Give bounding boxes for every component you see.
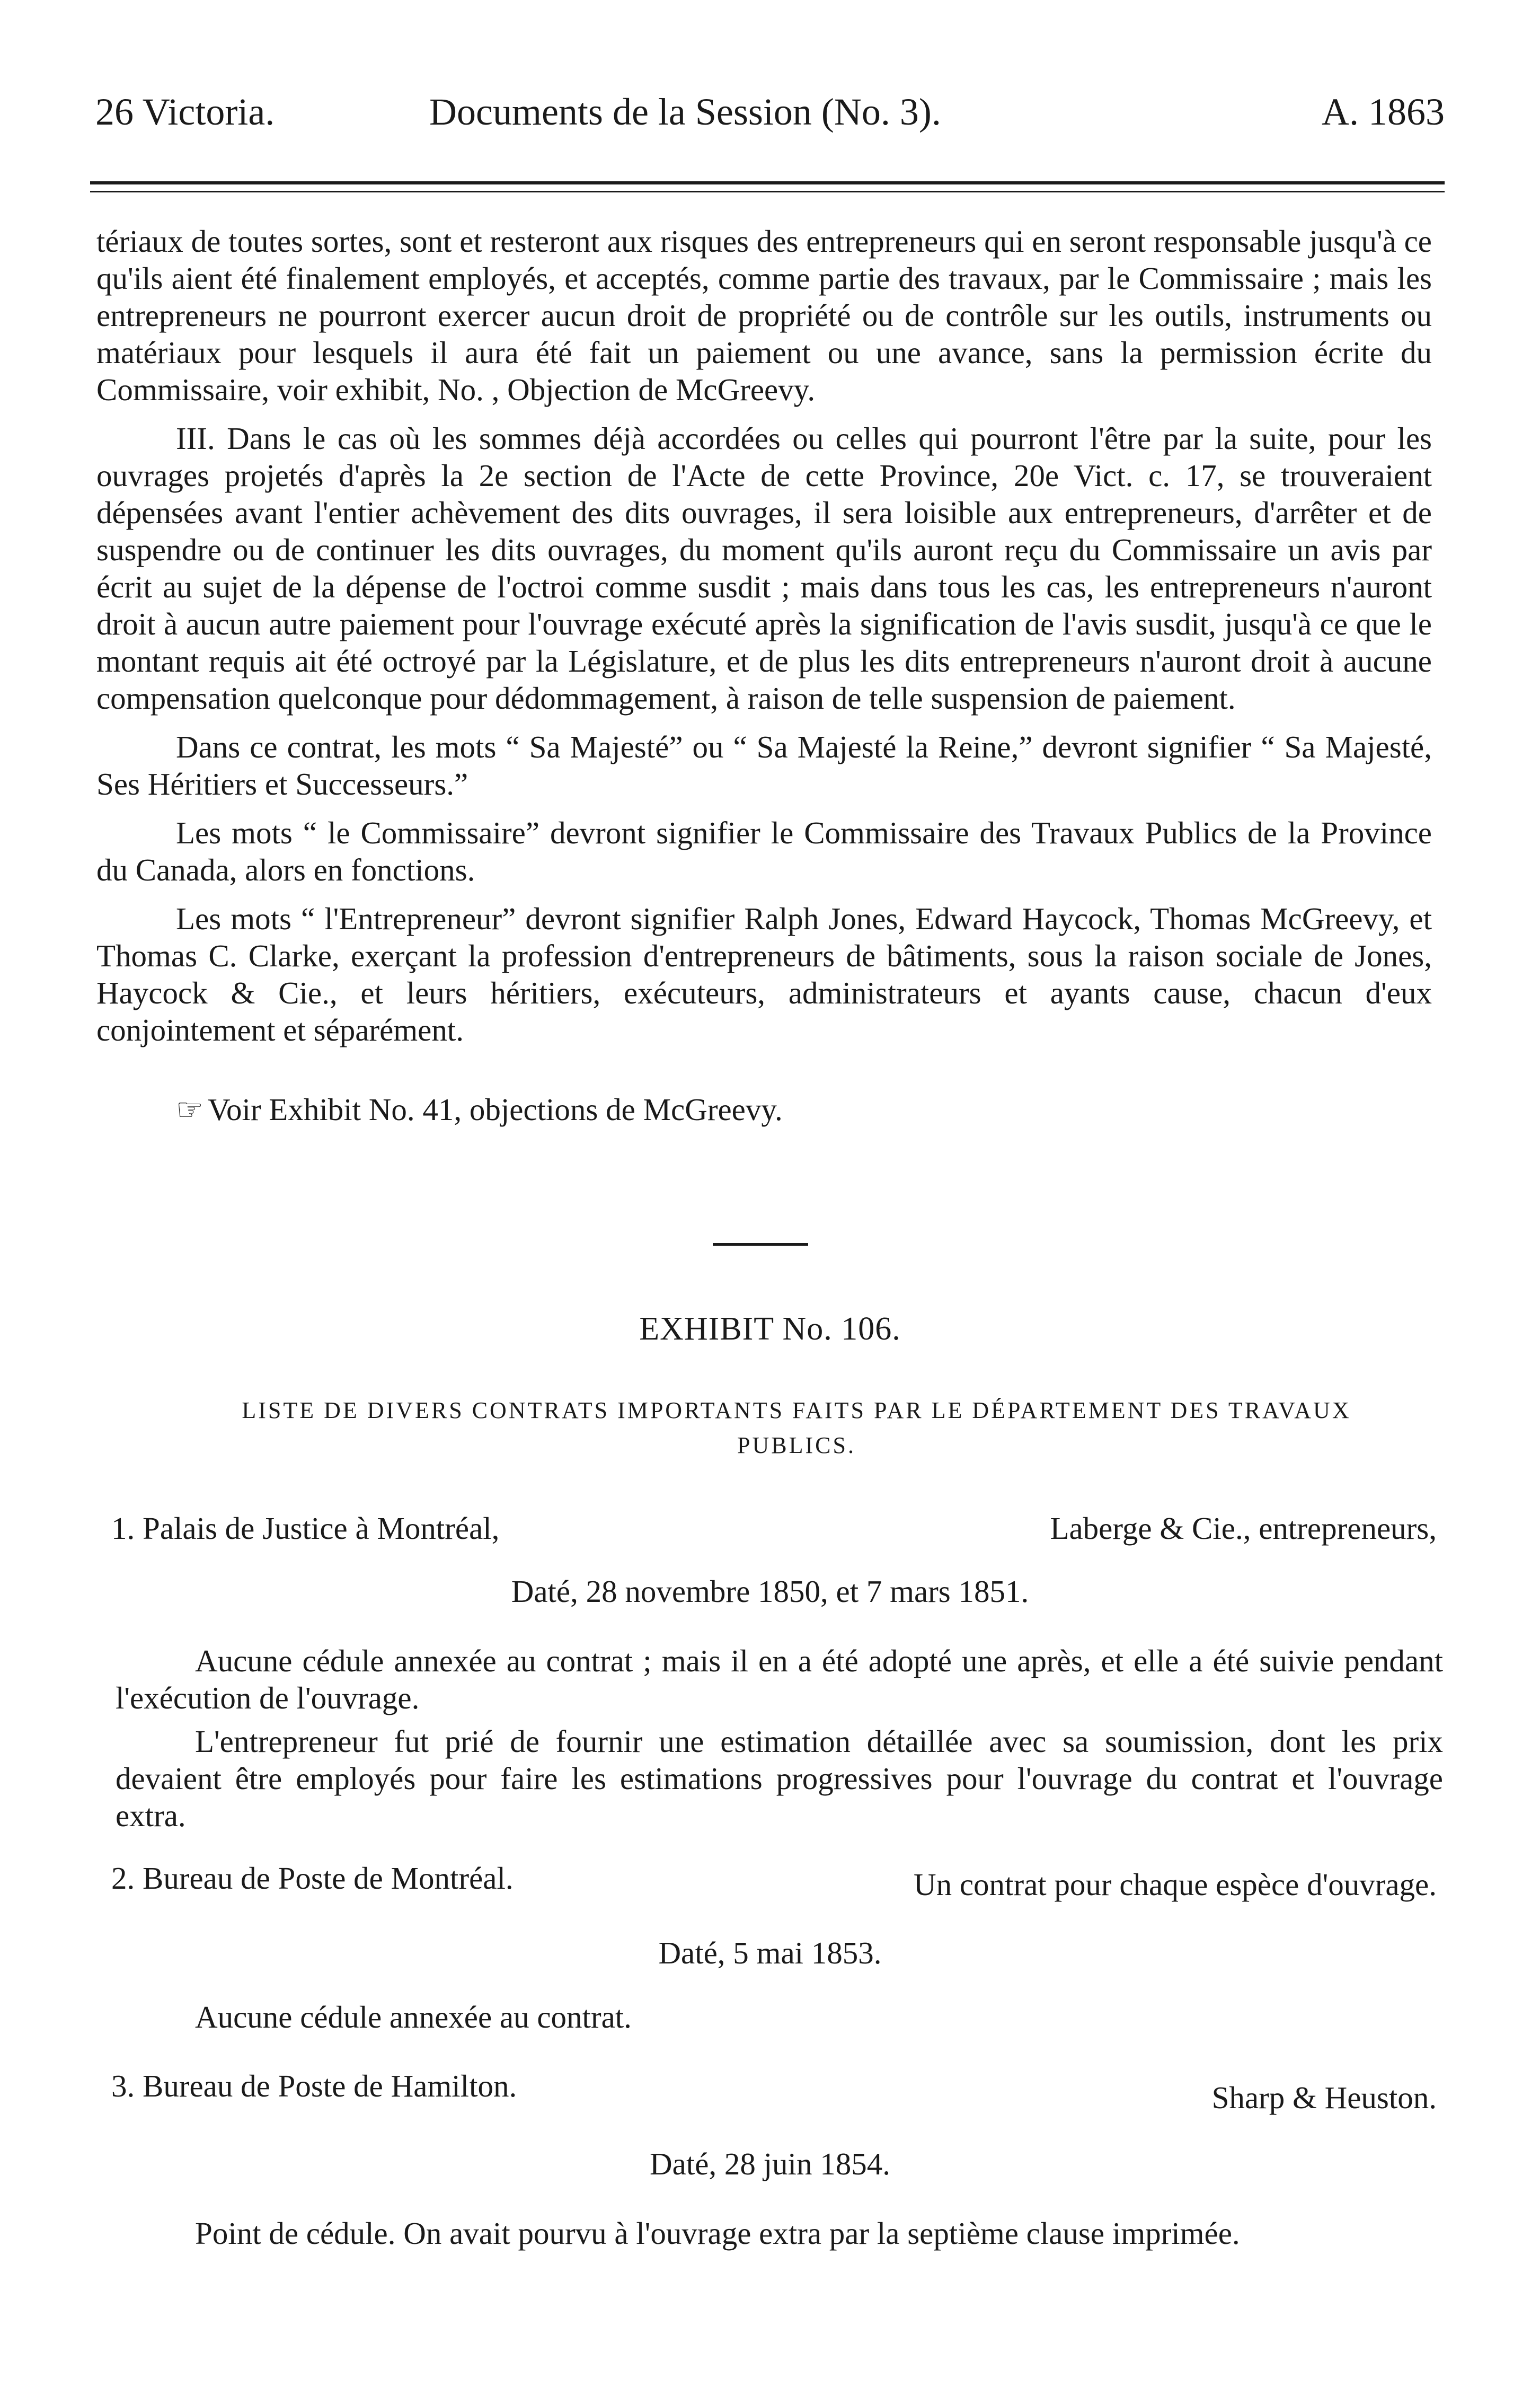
- paragraph: Les mots “ l'Entrepreneur” devront signifier Ralph Jones, Edward Haycock, Thomas McGreevy, et Thomas C. Clarke, exerçant la profession d'entrepreneurs de bâtiments, sous la raison sociale de Jones, Haycock & Cie., et leurs héritiers, exécuteurs, administrateurs et ayants cause, chacun d'eux conjointement et séparément.: [96, 901, 1432, 1047]
- paragraph: Les mots “ le Commissaire” devront signifier le Commissaire des Travaux Publics de la Province du Canada, alors en fonctions.: [96, 815, 1432, 887]
- body-text: [96, 223, 1432, 1129]
- header-rule-top: [90, 181, 1445, 184]
- contract-entry: [111, 2067, 1437, 2115]
- section-divider: [713, 1243, 808, 1246]
- contract-date: Daté, 5 mai 1853.: [658, 1935, 882, 1970]
- contract-notes: [116, 2215, 1443, 2252]
- contract-entry: [111, 1860, 1437, 1902]
- contract-name: 1. Palais de Justice à Montréal,: [111, 1511, 500, 1546]
- contract-date: Daté, 28 novembre 1850, et 7 mars 1851.: [511, 1574, 1029, 1609]
- contract-entry: [111, 1510, 1437, 1547]
- contractor-name: Laberge & Cie., entrepreneurs,: [1050, 1511, 1437, 1546]
- contract-name: 3. Bureau de Poste de Hamilton.: [111, 2068, 517, 2103]
- paragraph: III. Dans le cas où les sommes déjà accordées ou celles qui pourront l'être par la suite, pour les ouvrages projetés d'après la 2e section de l'Acte de cette Province, 20e Vict. c. 17, se trouveraient dépensées avant l'entier achèvement des dits ouvrages, il sera loisible aux entrepreneurs, d'arrêter et de suspendre ou de continuer les dits ouvrages, du moment qu'ils auront reçu du Commissaire un avis par écrit au sujet de la dépense de l'octroi comme susdit ; mais dans tous les cas, les entrepreneurs n'auront droit à aucun autre paiement pour l'ouvrage exécuté après la signification de l'avis susdit, jusqu'à ce que le montant requis ait été octroyé par la Législature, et de plus les dits entrepreneurs n'auront droit à aucune compensation quelconque pour dédommagement, à raison de telle suspension de paiement.: [96, 421, 1432, 716]
- contract-note: Point de cédule. On avait pourvu à l'ouvrage extra par la septième clause imprimée.: [195, 2216, 1240, 2251]
- contract-name: 2. Bureau de Poste de Montréal.: [111, 1861, 514, 1896]
- paragraph: tériaux de toutes sortes, sont et resteront aux risques des entrepreneurs qui en seront responsable jusqu'à ce qu'ils aient été finalement employés, et acceptés, comme partie des travaux, par le Commissaire ; mais les entrepreneurs ne pourront exercer aucun droit de propriété ou de contrôle sur les outils, instruments ou matériaux pour lesquels il aura été fait un paiement ou une avance, sans la permission écrite du Commissaire, voir exhibit, No. , Objection de McGreevy.: [96, 224, 1432, 407]
- contractor-name: Un contrat pour chaque espèce d'ouvrage.: [914, 1867, 1437, 1902]
- contract-notes: [116, 1642, 1443, 1834]
- contractor-name: Sharp & Heuston.: [1211, 2080, 1437, 2115]
- exhibit-title: EXHIBIT No. 106.: [639, 1311, 901, 1347]
- pointing-hand-icon: ☞: [176, 1093, 203, 1127]
- list-heading: LISTE DE DIVERS CONTRATS IMPORTANTS FAITS PAR LE DÉPARTEMENT DES TRAVAUX PUBLICS.: [242, 1397, 1351, 1458]
- running-head: [95, 90, 1445, 138]
- contract-note: Aucune cédule annexée au contrat.: [195, 2000, 632, 2034]
- contract-note: Aucune cédule annexée au contrat ; mais il en a été adopté une après, et elle a été suivie pendant l'exécution de l'ouvrage.: [116, 1643, 1443, 1715]
- contract-note: L'entrepreneur fut prié de fournir une estimation détaillée avec sa soumission, dont les prix devaient être employés pour faire les estimations progressives pour l'ouvrage du contrat et l'ouvrage extra.: [116, 1724, 1443, 1833]
- cross-reference-text: Voir Exhibit No. 41, objections de McGreevy.: [208, 1092, 783, 1127]
- paragraph: Dans ce contrat, les mots “ Sa Majesté” ou “ Sa Majesté la Reine,” devront signifier “ Sa Majesté, Ses Héritiers et Successeurs.”: [96, 729, 1432, 801]
- header-year: A. 1863: [1322, 91, 1445, 133]
- cross-reference-note: [96, 1091, 1432, 1129]
- header-volume: 26 Victoria.: [95, 91, 275, 133]
- contract-date: Daté, 28 juin 1854.: [650, 2146, 890, 2181]
- contract-notes: [116, 1998, 1443, 2036]
- header-rule-bottom: [90, 191, 1445, 192]
- header-title: Documents de la Session (No. 3).: [429, 91, 941, 133]
